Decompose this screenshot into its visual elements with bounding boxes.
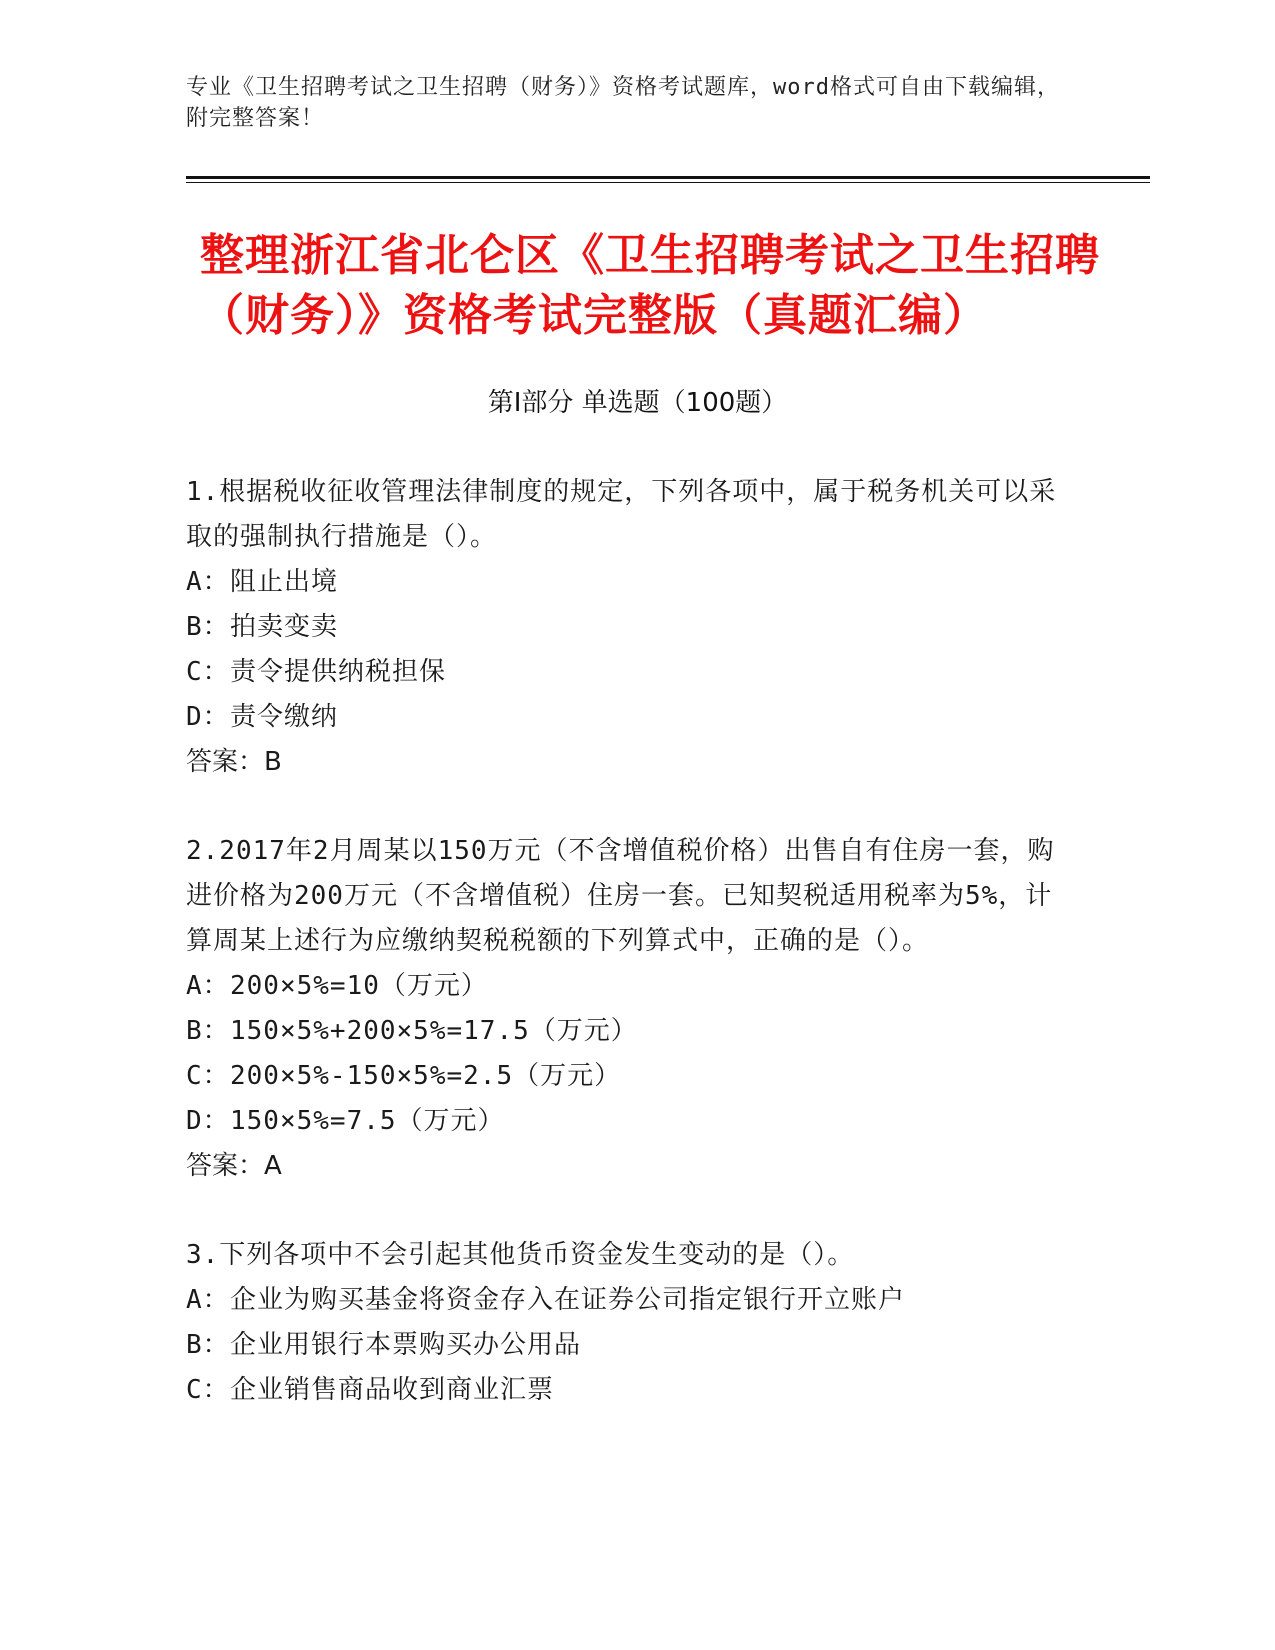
option-letter: C： <box>186 1375 230 1405</box>
answer-line: 答案：B <box>186 747 282 777</box>
option-text: 企业为购买基金将资金存入在证券公司指定银行开立账户 <box>230 1285 906 1315</box>
question-2 <box>186 829 1066 1189</box>
option-b <box>186 1323 1066 1368</box>
option-text: 责令提供纳税担保 <box>230 657 447 687</box>
option-b <box>186 1009 1066 1054</box>
option-d <box>186 695 1066 740</box>
header-note: 专业《卫生招聘考试之卫生招聘（财务）》资格考试题库，word格式可自由下载编辑，附完整答案！ <box>186 75 1060 131</box>
answer-line: 答案：A <box>186 1151 282 1181</box>
option-d <box>186 1099 1066 1144</box>
option-a <box>186 964 1066 1009</box>
option-letter: C： <box>186 657 230 687</box>
option-text: 企业销售商品收到商业汇票 <box>230 1375 555 1405</box>
option-text: 150×5%+200×5%=17.5（万元） <box>230 1016 638 1046</box>
option-c <box>186 1054 1066 1099</box>
option-text: 150×5%=7.5（万元） <box>230 1106 505 1136</box>
option-letter: A： <box>186 1285 230 1315</box>
option-text: 200×5%-150×5%=2.5（万元） <box>230 1061 622 1091</box>
question-stem: 3.下列各项中不会引起其他货币资金发生变动的是（）。 <box>186 1240 855 1270</box>
question-3 <box>186 1233 1066 1413</box>
question-stem: 2.2017年2月周某以150万元（不含增值税价格）出售自有住房一套，购进价格为200万元（不含增值税）住房一套。已知契税适用税率为5%，计算周某上述行为应缴纳契税税额的下列算式中，正确的是（）。 <box>186 836 1055 956</box>
question-list <box>186 470 1066 1413</box>
header-divider-thin <box>186 182 1150 183</box>
option-letter: C： <box>186 1061 230 1091</box>
option-letter: D： <box>186 1106 230 1136</box>
option-letter: B： <box>186 612 230 642</box>
option-letter: D： <box>186 702 230 732</box>
document-title: 整理浙江省北仑区《卫生招聘考试之卫生招聘（财务）》资格考试完整版（真题汇编） <box>200 230 1100 341</box>
option-text: 阻止出境 <box>230 567 339 597</box>
option-c <box>186 1368 1066 1413</box>
question-1 <box>186 470 1066 785</box>
option-text: 拍卖变卖 <box>230 612 339 642</box>
option-text: 责令缴纳 <box>230 702 339 732</box>
option-c <box>186 650 1066 695</box>
question-stem: 1.根据税收征收管理法律制度的规定，下列各项中，属于税务机关可以采取的强制执行措施是（）。 <box>186 477 1057 552</box>
option-a <box>186 1278 1066 1323</box>
option-text: 200×5%=10（万元） <box>230 971 488 1001</box>
option-b <box>186 605 1066 650</box>
section-heading: 第Ⅰ部分 单选题（100题） <box>487 388 788 418</box>
option-letter: B： <box>186 1016 230 1046</box>
option-letter: B： <box>186 1330 230 1360</box>
header-divider-thick <box>186 176 1150 179</box>
option-text: 企业用银行本票购买办公用品 <box>230 1330 582 1360</box>
option-a <box>186 560 1066 605</box>
option-letter: A： <box>186 567 230 597</box>
option-letter: A： <box>186 971 230 1001</box>
